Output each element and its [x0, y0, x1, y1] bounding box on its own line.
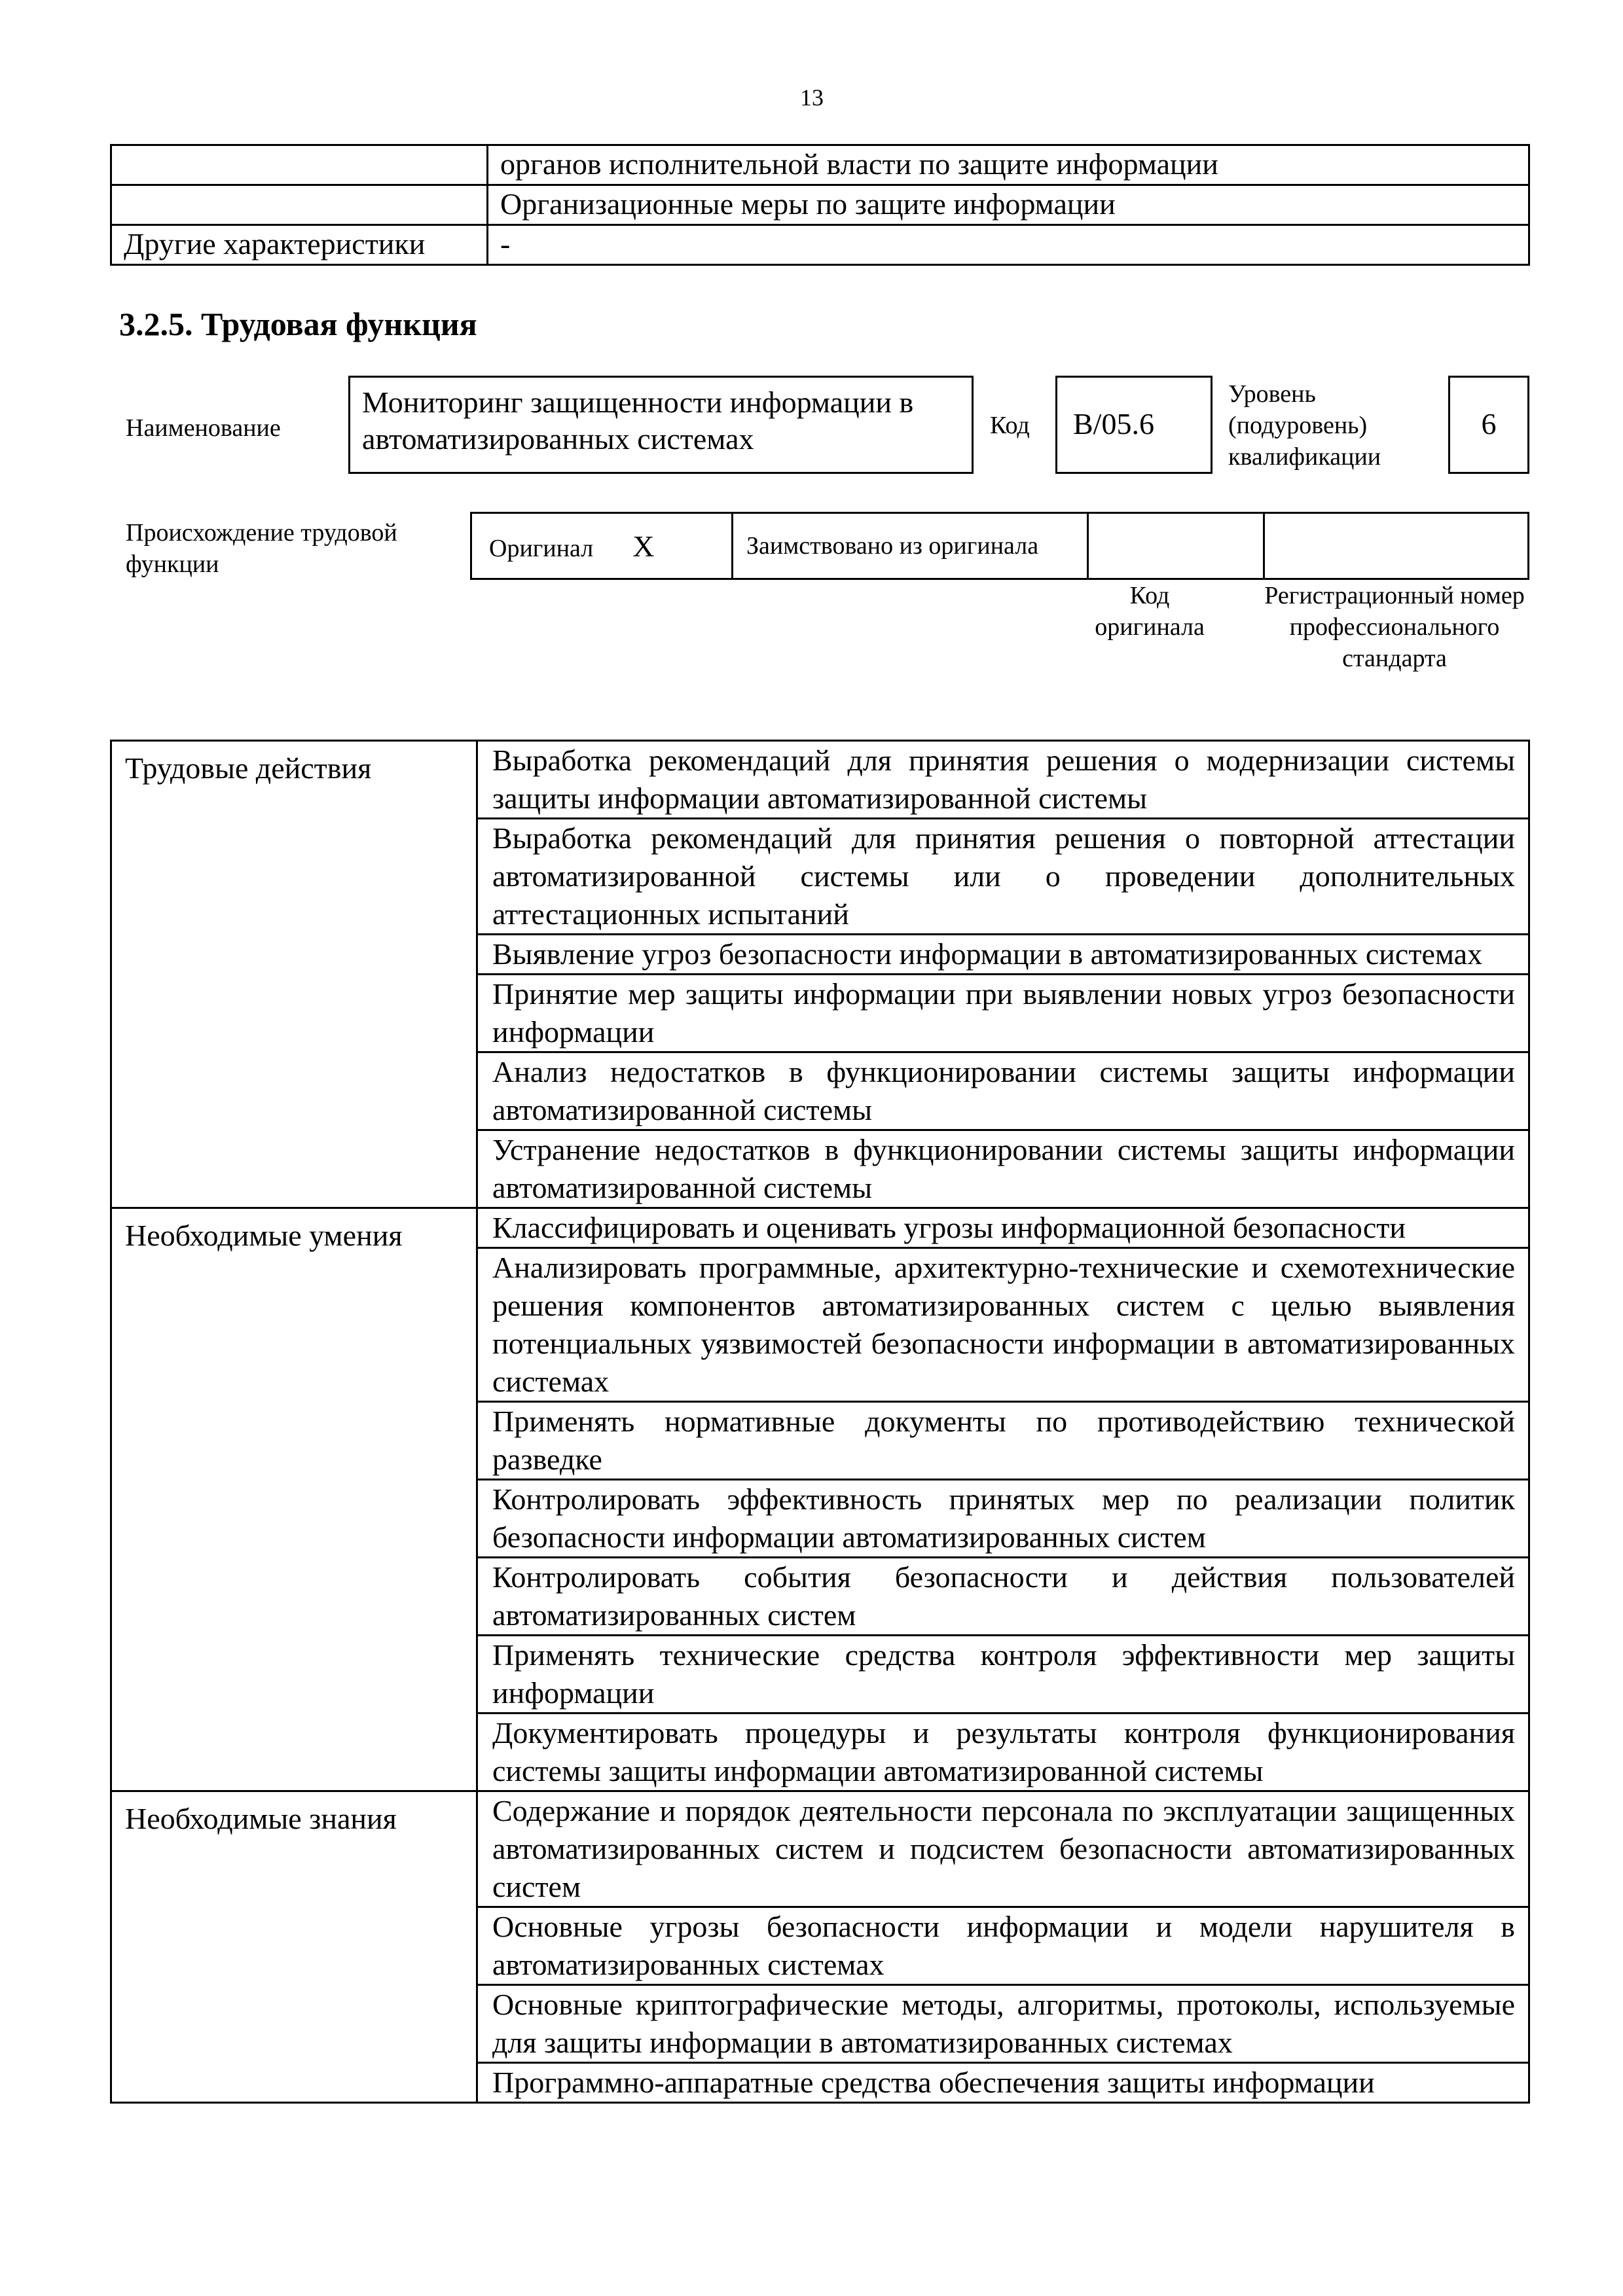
function-name-box: Мониторинг защищенности информации в автоматизированных системах — [348, 376, 974, 474]
table-row — [111, 1791, 1529, 1907]
item-cell: Анализ недостатков в функционировании системы защиты информации автоматизированной системы — [477, 1052, 1529, 1130]
table-cell-label — [111, 145, 488, 185]
item-cell: Контролировать события безопасности и действия пользователей автоматизированных систем — [477, 1558, 1529, 1636]
level-label: Уровень (подуровень) квалификации — [1228, 380, 1381, 471]
reg-number-caption: Регистрационный номер профессионального стандарта — [1264, 582, 1525, 672]
category-cell: Необходимые знания — [111, 1791, 477, 2103]
reg-number-cell — [1264, 513, 1529, 579]
original-cell — [471, 513, 733, 579]
continuation-table — [110, 144, 1530, 266]
item-cell: Выработка рекомендаций для принятия решения о повторной аттестации автоматизированной системы или о проведении дополнительных аттестационных испытаний — [477, 819, 1529, 935]
item-cell: Основные угрозы безопасности информации и модели нарушителя в автоматизированных системах — [477, 1907, 1529, 1985]
origin-table — [470, 512, 1529, 580]
borrowed-cell: Заимствовано из оригинала — [733, 513, 1088, 579]
item-cell: Классифицировать и оценивать угрозы информационной безопасности — [477, 1208, 1529, 1248]
table-row — [111, 741, 1529, 819]
item-cell: Принятие мер защиты информации при выявлении новых угроз безопасности информации — [477, 975, 1529, 1052]
category-cell: Необходимые умения — [111, 1208, 477, 1791]
original-code-cell — [1088, 513, 1264, 579]
function-details-table — [110, 740, 1530, 2104]
table-row — [111, 1208, 1529, 1248]
table-row — [111, 185, 1529, 225]
function-code-box: B/05.6 — [1055, 376, 1213, 474]
table-cell-value: Организационные меры по защите информации — [488, 185, 1529, 225]
original-mark: X — [632, 529, 655, 563]
table-cell-value: органов исполнительной власти по защите информации — [488, 145, 1529, 185]
original-code-caption: Код оригинала — [1095, 582, 1205, 641]
category-cell: Трудовые действия — [111, 741, 477, 1208]
item-cell: Выявление угроз безопасности информации в автоматизированных системах — [477, 935, 1529, 975]
table-row — [111, 225, 1529, 265]
code-label: Код — [990, 412, 1030, 439]
item-cell: Контролировать эффективность принятых мер по реализации политик безопасности информации автоматизированных систем — [477, 1480, 1529, 1558]
item-cell: Содержание и порядок деятельности персонала по эксплуатации защищенных автоматизированных систем и подсистем безопасности автоматизированных систем — [477, 1791, 1529, 1907]
item-cell: Устранение недостатков в функционировании системы защиты информации автоматизированной системы — [477, 1130, 1529, 1208]
item-cell: Анализировать программные, архитектурно-технические и схемотехнические решения компонентов автоматизированных систем с целью выявления потенциальных уязвимостей безопасности информации в автоматизированных системах — [477, 1248, 1529, 1402]
item-cell: Основные криптографические методы, алгоритмы, протоколы, используемые для защиты информации в автоматизированных системах — [477, 1985, 1529, 2063]
item-cell: Применять нормативные документы по противодействию технической разведке — [477, 1402, 1529, 1480]
table-row — [471, 513, 1529, 579]
origin-label: Происхождение трудовой функции — [126, 519, 397, 578]
item-cell: Применять технические средства контроля эффективности мер защиты информации — [477, 1636, 1529, 1713]
section-title: 3.2.5. Трудовая функция — [119, 306, 477, 342]
table-cell-label: Другие характеристики — [111, 225, 488, 265]
table-row — [111, 145, 1529, 185]
page-number: 13 — [800, 84, 824, 111]
table-cell-label — [111, 185, 488, 225]
level-box: 6 — [1448, 376, 1529, 474]
item-cell: Документировать процедуры и результаты контроля функционирования системы защиты информации автоматизированной системы — [477, 1713, 1529, 1791]
name-label: Наименование — [126, 414, 281, 442]
table-cell-value: - — [488, 225, 1529, 265]
item-cell: Выработка рекомендаций для принятия решения о модернизации системы защиты информации автоматизированной системы — [477, 741, 1529, 819]
item-cell: Программно-аппаратные средства обеспечения защиты информации — [477, 2063, 1529, 2103]
original-label: Оригинал — [489, 534, 594, 562]
